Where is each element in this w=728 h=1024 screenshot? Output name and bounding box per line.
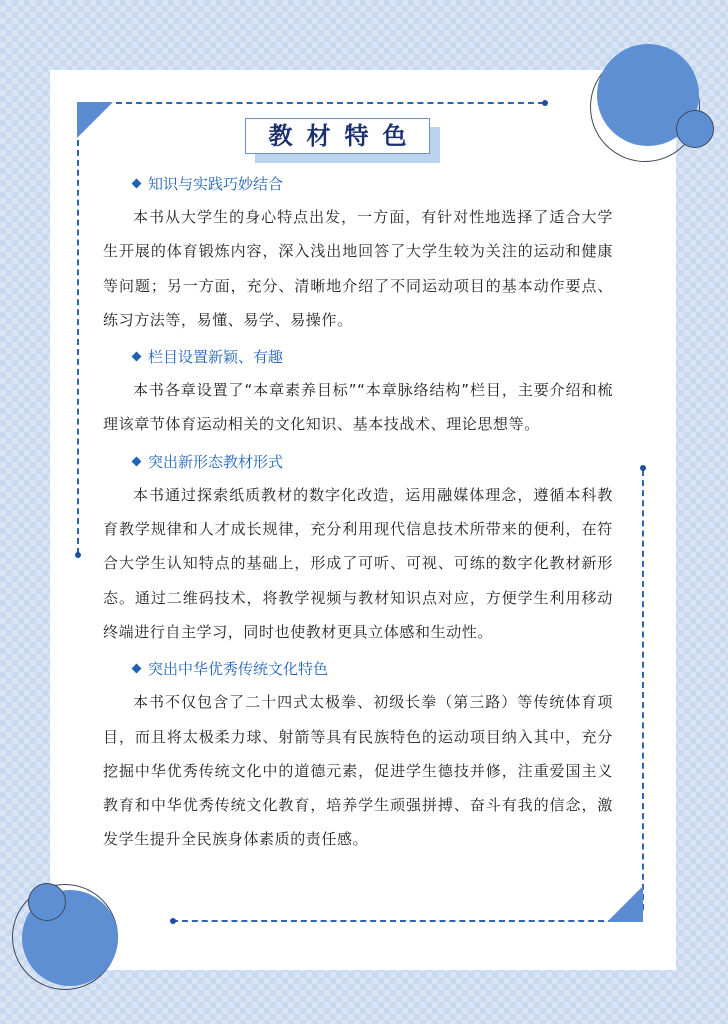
right-dashed-line xyxy=(642,470,644,910)
section-paragraph: 本书不仅包含了二十四式太极拳、初级长拳（第三路）等传统体育项目，而且将太极柔力球、射箭等具有民族特色的运动项目纳入其中，充分挖掘中华优秀传统文化中的道德元素，促进学生德技并修，注重爱国主义教育和中华优秀传统文化教育，培养学生顽强拼搏、奋斗有我的信念，激发学生提升全民族身体素质的责任感。 xyxy=(103,693,613,849)
right-line-end-dot xyxy=(640,465,646,471)
bottom-line-end-dot xyxy=(170,918,176,924)
bottom-right-corner-triangle xyxy=(607,886,643,922)
title-block xyxy=(245,118,440,162)
diamond-bullet-icon xyxy=(132,456,142,466)
section-heading-text: 突出新形态教材形式 xyxy=(148,452,284,471)
diamond-bullet-icon xyxy=(132,179,142,189)
section-heading-text: 栏目设置新颖、有趣 xyxy=(148,348,284,367)
top-left-corner-triangle xyxy=(77,102,113,138)
content-area xyxy=(103,168,613,857)
section-paragraph: 本书各章设置了“本章素养目标”“本章脉络结构”栏目，主要介绍和梳理该章节体育运动相关的文化知识、基本技战术、理论思想等。 xyxy=(103,381,613,434)
section-heading xyxy=(133,341,613,373)
diamond-bullet-icon xyxy=(132,352,142,362)
section-paragraph: 本书通过探索纸质教材的数字化改造，运用融媒体理念，遵循本科教育教学规律和人才成长规律，充分利用现代信息技术所带来的便利，在符合大学生认知特点的基础上，形成了可听、可视、可练的数字化教材新形态。通过二维码技术，将教学视频与教材知识点对应，方便学生利用移动终端进行自主学习，同时也使教材更具立体感和生动性。 xyxy=(103,485,613,641)
section-heading xyxy=(133,446,613,478)
bottom-dashed-line xyxy=(172,920,614,922)
section-paragraph: 本书从大学生的身心特点出发，一方面，有针对性地选择了适合大学生开展的体育锻炼内容，深入浅出地回答了大学生较为关注的运动和健康等问题；另一方面，充分、清晰地介绍了不同运动项目的基本动作要点、练习方法等，易懂、易学、易操作。 xyxy=(103,208,613,329)
top-right-small-circle-decoration xyxy=(676,110,714,148)
section-heading xyxy=(133,653,613,685)
top-dashed-line xyxy=(116,102,544,104)
left-dashed-line xyxy=(77,130,79,554)
left-line-end-dot xyxy=(75,552,81,558)
bottom-left-small-circle-decoration xyxy=(28,883,66,921)
page-title: 教材特色 xyxy=(245,118,430,154)
diamond-bullet-icon xyxy=(132,664,142,674)
section-heading xyxy=(133,168,613,200)
top-line-end-dot xyxy=(542,100,548,106)
section-heading-text: 知识与实践巧妙结合 xyxy=(148,175,284,193)
section-heading-text: 突出中华优秀传统文化特色 xyxy=(148,660,329,679)
